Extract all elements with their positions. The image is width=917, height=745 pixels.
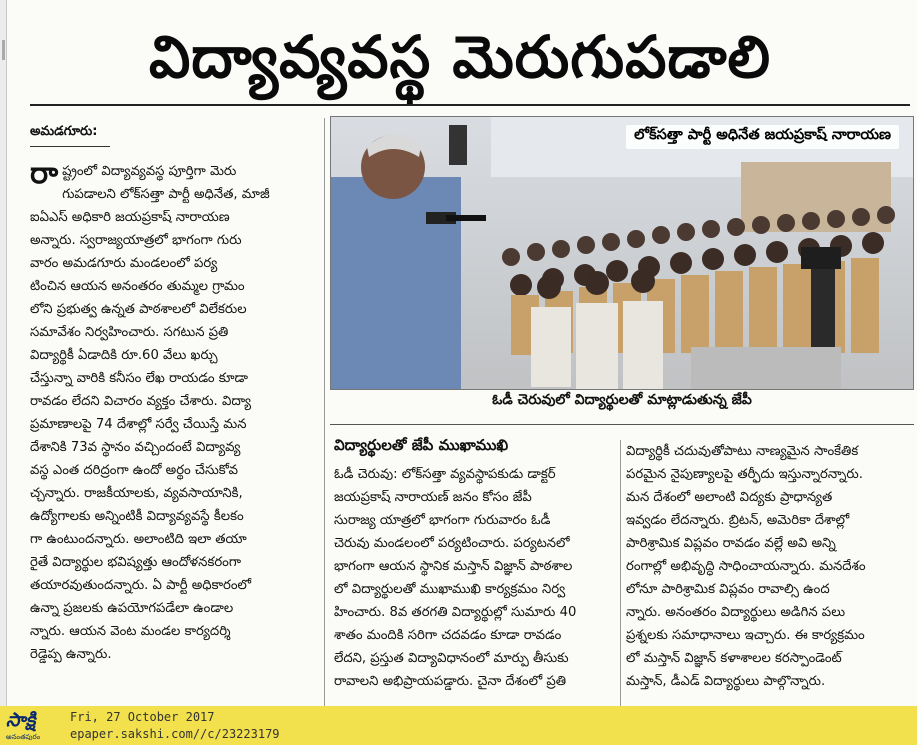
page-edge-mark — [2, 40, 5, 60]
caption-rule — [330, 424, 914, 425]
dateline: అమడగూరు: — [30, 124, 98, 139]
column-1-text: ష్ట్రంలో విద్యావ్యవస్థ పూర్తిగా మెరు గుపడాలని లోక్‌సత్తా పార్టీ అధినేత, మాజీ ఐఏఎస్ అధికారి జయప్రకాష్ నారాయణ అన్నారు. స్వరాజ్యయాత్రలో భాగంగా గురు వారం అమడగూరు మండలంలో పర్య టించిన ఆయన అనంతరం తుమ్మల గ్రామం లోని ప్రభుత్వ ఉన్నత పాఠశాలలో విలేకరుల సమావేశం నిర్వహించారు. సగటున ప్రతి విద్యార్థికీ ఏడాదికి రూ.60 వేలు ఖర్చు చేస్తున్నా వారికి కనీసం లేఖ రాయడం కూడా రావడం లేదని విచారం వ్యక్తం చేశారు. విద్యా ప్రమాణాలపై 74 దేశాల్లో సర్వే చేయిస్తే మన దేశానికి 73వ స్థానం వచ్చిందంటే విద్యావ్య వస్థ ఎంత దరిద్రంగా ఉందో అర్థం చేసుకోవ చ్చన్నారు. రాజకీయాలకు, వ్యవసాయానికి, ఉద్యోగాలకు అన్నింటికీ విద్యావ్యవస్థే కీలకం గా ఉంటుందన్నారు. అలాంటిది ఇలా తయా రైతే విద్యార్థుల భవిష్యత్తు ఆందోళనకరంగా తయారవుతుందన్నారు. ఏ పార్టీ అధికారంలో ఉన్నా ప్రజలకు ఉపయోగపడేలా ఉండాల న్నారు. ఆయన వెంట మండల కార్యదర్శి రెడ్డెప్ప ఉన్నారు. — [30, 164, 270, 662]
photo-scene — [331, 117, 913, 389]
column-divider — [620, 440, 621, 712]
logo-subtext: అనంతపురం — [6, 733, 41, 741]
footer-bar — [0, 706, 917, 745]
article-column-3 — [626, 440, 912, 710]
article-column-2 — [334, 463, 616, 703]
sakshi-logo[interactable] — [4, 709, 62, 742]
column-3-text: విద్యార్థికీ చదువుతోపాటు నాణ్యమైన సాంకేతిక పరమైన నైపుణ్యాలపై తర్ఫీదు ఇస్తున్నారన్నారు. మన దేశంలో అలాంటి విద్యకు ప్రాధాన్యత ఇవ్వడం లేదన్నారు. బ్రిటన్, అమెరికా దేశాల్లో పారిశ్రామిక విప్లవం రావడం వల్లే అవి అన్ని రంగాల్లో అభివృద్ధి సాధించాయన్నారు. మనదేశం లోనూ పారిశ్రామిక విప్లవం రావాల్సి ఉంద న్నారు. అనంతరం విద్యార్థులు అడిగిన పలు ప్రశ్నలకు సమాధానాలు ఇచ్చారు. ఈ కార్యక్రమం లో మస్తాన్ విజ్ఞాన్ కళాశాలల కరస్పాండెంట్ మస్తాన్, డీఎడ్ విద్యార్థులు పాల్గొన్నారు. — [626, 444, 866, 689]
subheadline: విద్యార్థులతో జేపీ ముఖాముఖి — [334, 436, 509, 454]
drop-cap: రా — [30, 160, 59, 191]
article-column-1 — [30, 160, 318, 710]
photo-caption: ఓడీ చెరువులో విద్యార్థులతో మాట్లాడుతున్న జేపీ — [492, 392, 752, 408]
footer-url[interactable]: epaper.sakshi.com//c/23223179 — [70, 727, 280, 741]
headline-rule — [30, 104, 910, 106]
column-divider — [324, 118, 325, 712]
news-photo — [330, 116, 914, 390]
page-left-edge — [0, 0, 7, 706]
headline: విద్యావ్యవస్థ మెరుగుపడాలి — [148, 23, 772, 91]
logo-text: సాక్షి — [6, 709, 36, 731]
dateline-underline — [30, 146, 110, 147]
photo-top-caption: లోక్‌సత్తా పార్టీ అధినేత జయప్రకాష్ నారాయణ — [626, 125, 899, 149]
column-2-text: ఓడీ చెరువు: లోక్‌సత్తా వ్యవస్థాపకుడు డాక్టర్ జయప్రకాష్ నారాయణ్ జనం కోసం జేపీ సురాజ్య యాత్రలో భాగంగా గురువారం ఓడీ చెరువు మండలంలో పర్యటించారు. పర్యటనలో భాగంగా ఆయన స్థానిక మస్తాన్ విజ్ఞాన్ పాఠశాల లో విద్యార్థులతో ముఖాముఖి కార్యక్రమం నిర్వ హించారు. 8వ తరగతి విద్యార్థుల్లో సుమారు 40 శాతం మందికి సరిగా చదవడం కూడా రావడం లేదని, ప్రస్తుత విద్యావిధానంలో మార్పు తీసుకు రావాలని అభిప్రాయపడ్డారు. చైనా దేశంలో ప్రతి — [334, 467, 577, 689]
footer-date: Fri, 27 October 2017 — [70, 710, 215, 724]
